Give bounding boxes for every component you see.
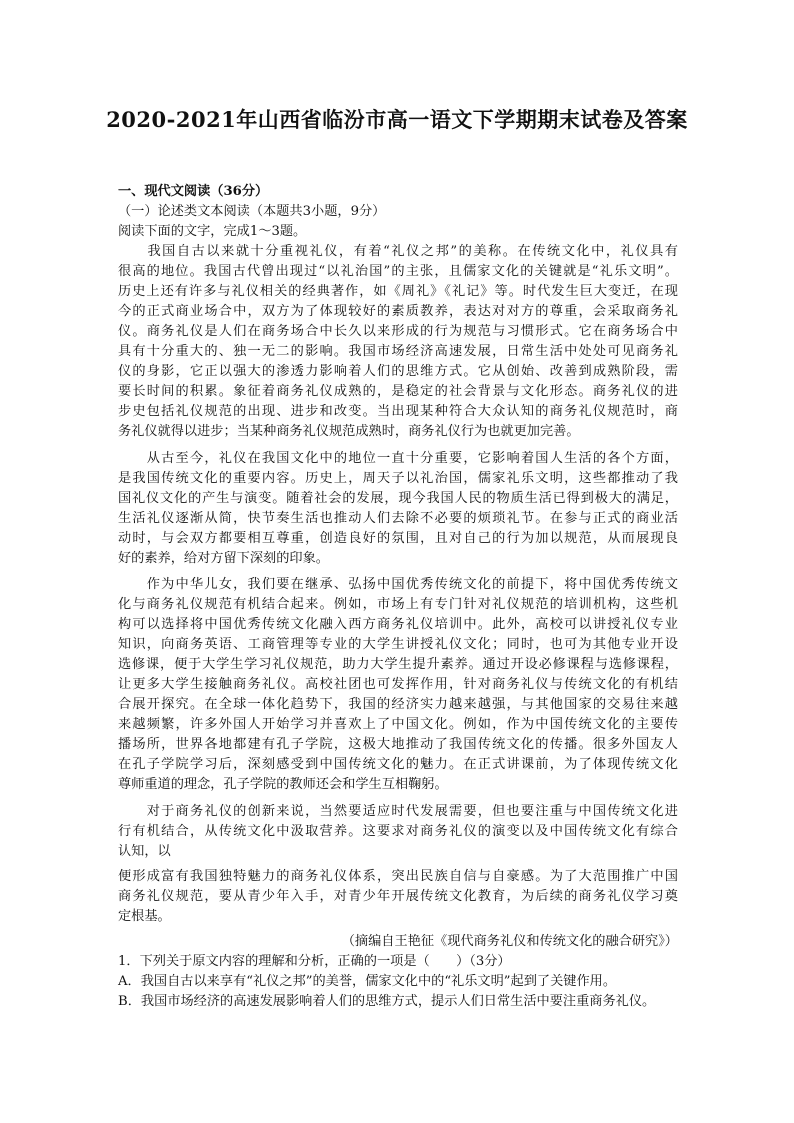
passage-line: 务礼仪就得以进步；当某种商务礼仪规范成熟时，商务礼仪行为也就更加完善。 (118, 424, 580, 439)
question-option-b: B．我国市场经济的高速发展影响着人们的思维方式，提示人们日常生活中要注重商务礼仪。 (118, 994, 656, 1009)
passage-line: 让更多大学生接触商务礼仪。高校社团也可发挥作用，针对商务礼仪与传统文化的有机结 (118, 677, 678, 692)
sub-heading: （一）论述类文本阅读（本题共3小题，9分） (118, 204, 386, 219)
passage-line: 化与商务礼仪规范有机结合起来。例如，市场上有专门针对礼仪规范的培训机构，这些机 (118, 597, 678, 612)
passage-line: 尊师重道的理念，孔子学院的教师还会和学生互相鞠躬。 (118, 777, 448, 792)
passage-line: 对于商务礼仪的创新来说，当然要适应时代发展需要，但也要注重与中国传统文化进 (118, 804, 678, 819)
passage-line: 知识，向商务英语、工商管理等专业的大学生讲授礼仪文化；同时，也可为其他专业开设 (118, 637, 678, 652)
passage-line: 动时，与会双方都要相互尊重，创造良好的氛围，且对自己的行为加以规范，从而展现良 (118, 531, 678, 546)
passage-line: 步史包括礼仪规范的出现、进步和改变。当出现某种符合大众认知的商务礼仪规范时，商 (118, 404, 678, 419)
passage-line: 仪的身影，它正以强大的渗透力影响着人们的思维方式。它从创始、改善到成熟阶段，需 (118, 364, 678, 379)
passage-line: 来越频繁，许多外国人开始学习并喜欢上了中国文化。例如，作为中国传统文化的主要传 (118, 717, 678, 732)
source-citation: （摘编自王艳征《现代商务礼仪和传统文化的融合研究》） (341, 934, 678, 949)
passage-line: 作为中华儿女，我们要在继承、弘扬中国优秀传统文化的前提下，将中国优秀传统文 (118, 577, 678, 592)
passage-line: 选修课，便于大学生学习礼仪规范，助力大学生提升素养。通过开设必修课程与选修课程， (118, 657, 678, 672)
passage-line: 我国自古以来就十分重视礼仪，有着“礼仪之邦”的美称。在传统文化中，礼仪具有 (118, 244, 678, 259)
passage-line: 商务礼仪规范，要从青少年入手，对青少年开展传统文化教育，为后续的商务礼仪学习奠 (118, 889, 678, 904)
passage-line: 播场所，世界各地都建有孔子学院，这极大地推动了我国传统文化的传播。很多外国友人 (118, 737, 678, 752)
passage-line: 很高的地位。我国古代曾出现过“以礼治国”的主张，且儒家文化的关键就是“礼乐文明”。 (118, 264, 678, 279)
passage-line: 今的正式商业场合中，双方为了体现较好的素质教养，表达对对方的尊重，会采取商务礼 (118, 304, 678, 319)
passage-line: 要长时间的积累。象征着商务礼仪成熟的，是稳定的社会背景与文化形态。商务礼仪的进 (118, 384, 678, 399)
question-stem: 1．下列关于原文内容的理解和分析，正确的一项是（ ）（3分） (118, 954, 511, 969)
section-heading: 一、现代文阅读（36分） (118, 184, 269, 199)
passage-line: 是我国传统文化的重要内容。历史上，周天子以礼治国，儒家礼乐文明，这些都推动了我 (118, 471, 678, 486)
passage-line: 从古至今，礼仪在我国文化中的地位一直十分重要，它影响着国人生活的各个方面， (118, 451, 678, 466)
passage-line: 生活礼仪逐渐从简，快节奏生活也推动人们去除不必要的烦琐礼节。在参与正式的商业活 (118, 511, 678, 526)
passage-line: 行有机结合，从传统文化中汲取营养。这要求对商务礼仪的演变以及中国传统文化有综合 (118, 824, 678, 839)
question-option-a: A．我国自古以来享有“礼仪之邦”的美誉，儒家文化中的“礼乐文明”起到了关键作用。 (118, 974, 617, 989)
passage-line: 定根基。 (118, 909, 171, 924)
passage-line: 便形成富有我国独特魅力的商务礼仪体系，突出民族自信与自豪感。为了大范围推广中国 (118, 869, 678, 884)
passage-line: 合展开探究。在全球一体化趋势下，我国的经济实力越来越强，与其他国家的交易往来越 (118, 697, 678, 712)
passage-line: 认知，以 (118, 844, 171, 859)
instruction-text: 阅读下面的文字，完成1～3题。 (118, 224, 307, 239)
passage-line: 仪。商务礼仪是人们在商务场合中长久以来形成的行为规范与习惯形式。它在商务场合中 (118, 324, 678, 339)
passage-line: 好的素养，给对方留下深刻的印象。 (118, 551, 329, 566)
passage-line: 国礼仪文化的产生与演变。随着社会的发展，现今我国人民的物质生活已得到极大的满足， (118, 491, 678, 506)
document-title: 2020-2021年山西省临汾市高一语文下学期期末试卷及答案 (106, 107, 688, 132)
passage-line: 具有十分重大的、独一无二的影响。我国市场经济高速发展，日常生活中处处可见商务礼 (118, 344, 678, 359)
passage-line: 构可以选择将中国优秀传统文化融入西方商务礼仪培训中。此外，高校可以讲授礼仪专业 (118, 617, 678, 632)
passage-line: 历史上还有许多与礼仪相关的经典著作，如《周礼》《礼记》等。时代发生巨大变迁，在现 (118, 284, 678, 299)
passage-line: 在孔子学院学习后，深刻感受到中国传统文化的魅力。在正式讲课前，为了体现传统文化 (118, 757, 678, 772)
